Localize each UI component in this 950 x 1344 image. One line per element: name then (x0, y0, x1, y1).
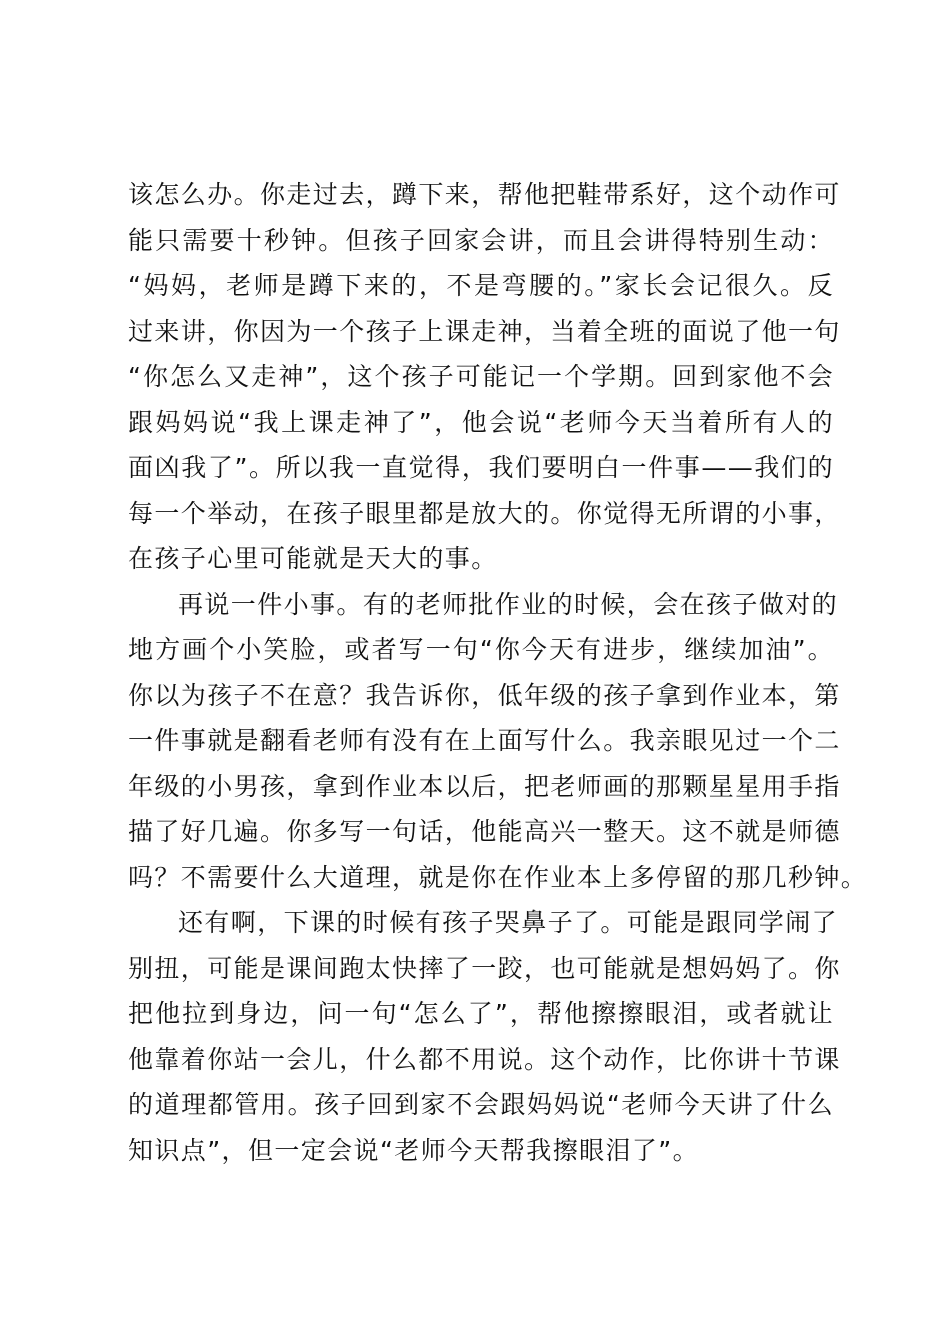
text-line: 你以为孩子不在意？我告诉你，低年级的孩子拿到作业本，第 (128, 680, 841, 710)
text-line: 知识点”，但一定会说“老师今天帮我擦眼泪了”。 (128, 1135, 700, 1165)
text-line: 年级的小男孩，拿到作业本以后，把老师画的那颗星星用手指 (128, 771, 841, 801)
text-line: 吗？不需要什么大道理，就是你在作业本上多停留的那几秒钟。 (128, 862, 868, 892)
paragraph-3 (128, 900, 841, 1173)
text-line: 描了好几遍。你多写一句话，他能高兴一整天。这不就是师德 (128, 817, 841, 846)
text-line: 过来讲，你因为一个孩子上课走神，当着全班的面说了他一句 (128, 316, 841, 346)
paragraph-2 (128, 582, 868, 901)
text-line: 一件事就是翻看老师有没有在上面写什么。我亲眼见过一个二 (128, 726, 841, 755)
text-line: 别扭，可能是课间跑太快摔了一跤，也可能就是想妈妈了。你 (128, 953, 841, 983)
text-line: 他靠着你站一会儿，什么都不用说。这个动作，比你讲十节课 (128, 1044, 841, 1074)
text-line: 的道理都管用。孩子回到家不会跟妈妈说“老师今天讲了什么 (128, 1090, 834, 1119)
text-line: 该怎么办。你走过去，蹲下来，帮他把鞋带系好，这个动作可 (128, 180, 841, 209)
text-line: 在孩子心里可能就是天大的事。 (128, 544, 498, 573)
text-line: 每一个举动，在孩子眼里都是放大的。你觉得无所谓的小事， (128, 498, 841, 528)
text-line: 再说一件小事。有的老师批作业的时候，会在孩子做对的 (178, 589, 839, 619)
text-line: 地方画个小笑脸，或者写一句“你今天有进步，继续加油”。 (128, 635, 834, 664)
text-line: “你怎么又走神”，这个孩子可能记一个学期。回到家他不会 (128, 362, 834, 391)
text-line: 跟妈妈说“我上课走神了”，他会说“老师今天当着所有人的 (128, 407, 834, 437)
text-line: 面凶我了”。所以我一直觉得，我们要明白一件事——我们的 (128, 453, 834, 482)
text-line: 能只需要十秒钟。但孩子回家会讲，而且会讲得特别生动： (128, 225, 834, 255)
text-line: 把他拉到身边，问一句“怎么了”，帮他擦擦眼泪，或者就让 (128, 999, 834, 1028)
text-line: 还有啊，下课的时候有孩子哭鼻子了。可能是跟同学闹了 (178, 908, 839, 937)
text-line: “妈妈，老师是蹲下来的，不是弯腰的。”家长会记很久。反 (128, 271, 834, 300)
paragraph-1 (128, 172, 841, 582)
document-body (128, 172, 868, 1173)
